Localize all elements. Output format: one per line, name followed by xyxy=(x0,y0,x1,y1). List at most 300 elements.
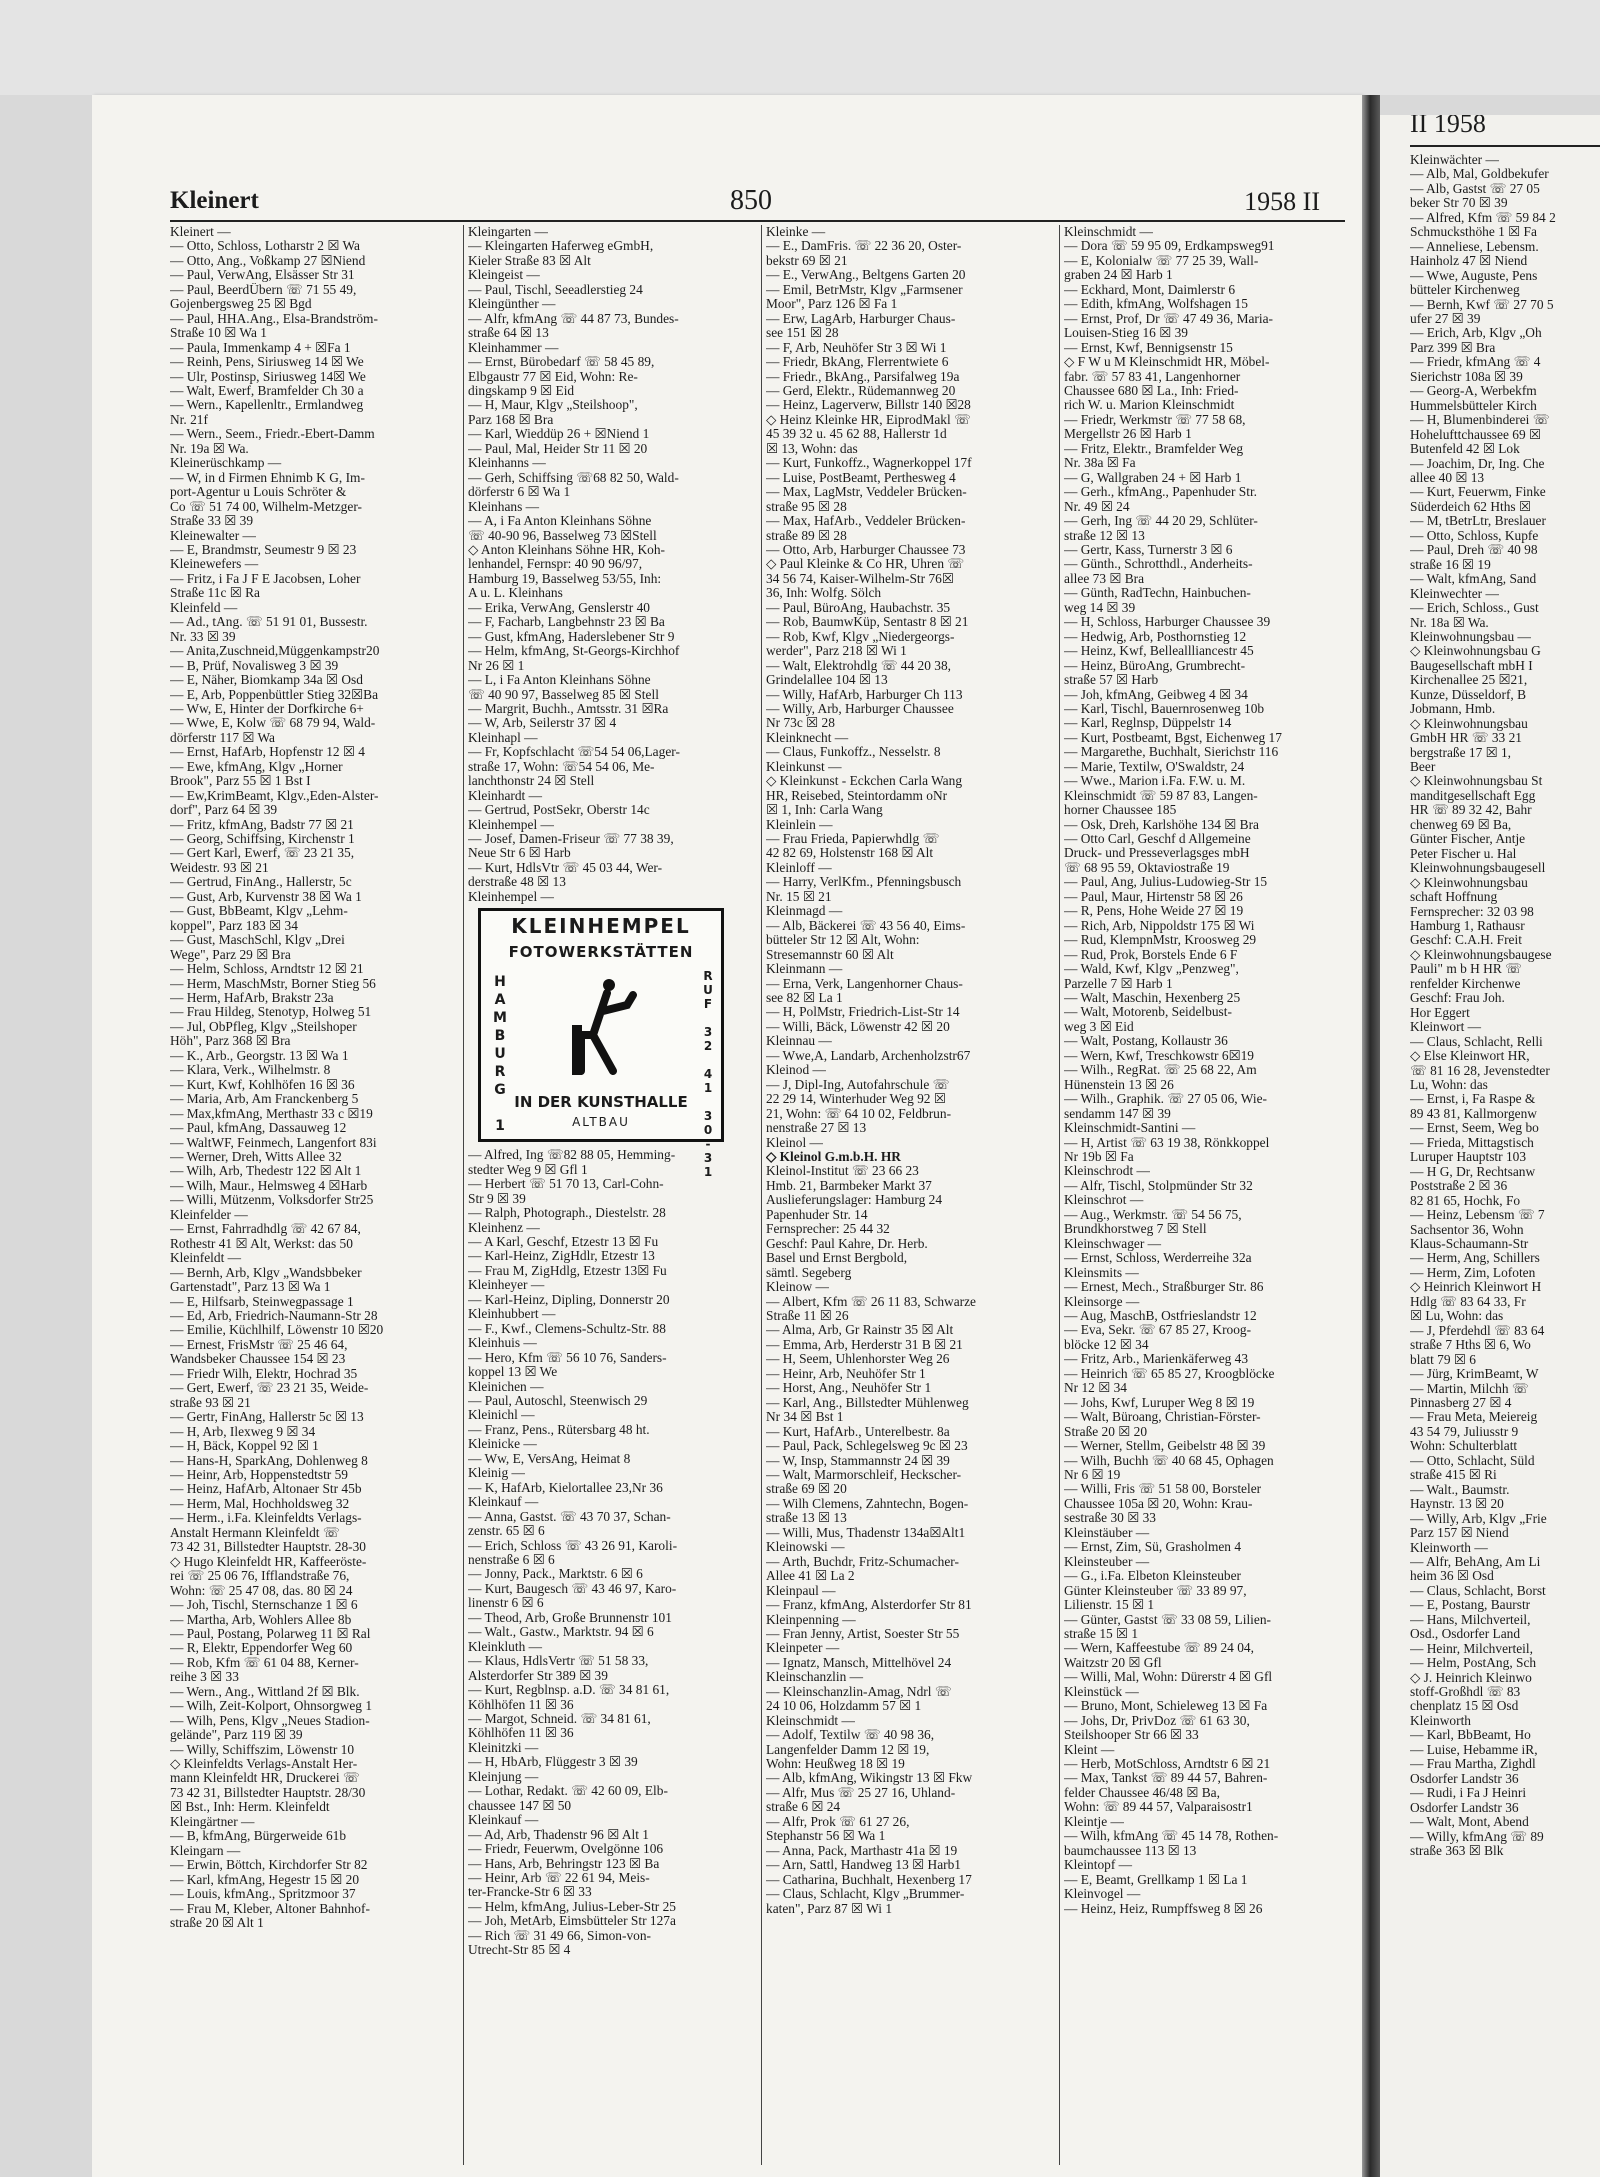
directory-entry: — E, Arb, Poppenbüttler Stieg 32☒Ba xyxy=(170,687,379,702)
directory-entry: — Alb, Bäckerei ☏ 43 56 40, Eims- xyxy=(766,918,966,933)
directory-entry: ter-Francke-Str 6 ☒ 33 xyxy=(468,1885,592,1900)
directory-entry: Poststraße 2 ☒ 36 xyxy=(1410,1179,1508,1194)
surname-heading: Kleingarn — xyxy=(170,1843,241,1858)
directory-entry: — Werner, Stellm, Geibelstr 48 ☒ 39 xyxy=(1064,1439,1266,1454)
directory-entry: — E, Hilfsarb, Steinwegpassage 1 xyxy=(170,1294,354,1309)
directory-entry: — Margot, Schneid. ☏ 34 81 61, xyxy=(468,1711,651,1726)
directory-entry: — H, Maur, Klgv „Steilshoop", xyxy=(468,398,638,413)
directory-entry: — Otto, Ang., Voßkamp 27 ☒Niend xyxy=(170,253,366,268)
directory-entry: derstraße 48 ☒ 13 xyxy=(468,875,566,890)
directory-entry: Kirchenallee 25 ☒21, xyxy=(1410,673,1528,688)
directory-entry: — Fran Jenny, Artist, Soester Str 55 xyxy=(766,1626,960,1641)
directory-entry: — Edith, kfmAng, Wolfshagen 15 xyxy=(1064,297,1248,312)
directory-entry: — Alma, Arb, Gr Rainstr 35 ☒ Alt xyxy=(766,1323,954,1338)
directory-entry: Louisen-Stieg 16 ☒ 39 xyxy=(1064,326,1188,341)
directory-entry: — Hans, Milchverteil, xyxy=(1410,1612,1531,1627)
directory-entry: Nr. 49 ☒ 24 xyxy=(1064,499,1130,514)
directory-entry: ◇ Kleinkunst - Eckchen Carla Wang xyxy=(766,774,963,789)
directory-entry: — Gerh., kfmAng., Papenhuder Str. xyxy=(1064,485,1258,500)
directory-entry: straße 64 ☒ 13 xyxy=(468,326,549,341)
directory-entry: ☏ 40-90 96, Basselweg 73 ☒Stell xyxy=(468,528,657,543)
directory-entry: Hünenstein 13 ☒ 26 xyxy=(1064,1077,1174,1092)
directory-entry: — Friedr, kfmAng ☏ 4 xyxy=(1410,355,1541,370)
directory-entry: — Willi, Mus, Thadenstr 134a☒Alt1 xyxy=(766,1525,966,1540)
directory-entry: — Claus, Schlacht, Klgv „Brummer- xyxy=(766,1887,965,1902)
directory-entry: — Wilh, Maur., Helmsweg 4 ☒Harb xyxy=(170,1178,368,1193)
directory-entry: — Fritz, i Fa J F E Jacobsen, Loher xyxy=(170,571,361,586)
directory-entry: Druck- und Presseverlagsges mbH xyxy=(1064,846,1250,861)
directory-entry: — Josef, Damen-Friseur ☏ 77 38 39, xyxy=(468,832,674,847)
directory-entry: — H, Bäck, Koppel 92 ☒ 1 xyxy=(170,1439,319,1454)
directory-entry: fabr. ☏ 57 83 41, Langenhorner xyxy=(1064,369,1241,384)
directory-entry: ◇ Kleinwohnungsbau G xyxy=(1410,644,1541,659)
directory-entry: — Karl, Wieddüp 26 + ☒Niend 1 xyxy=(468,427,650,442)
directory-entry: straße 95 ☒ 28 xyxy=(766,499,847,514)
directory-entry: — E, Näher, Biomkamp 34a ☒ Osd xyxy=(170,673,363,688)
directory-entry: — Herm, Zim, Lofoten xyxy=(1410,1265,1536,1280)
surname-heading: Kleinowski — xyxy=(766,1540,845,1555)
directory-entry: HR ☏ 89 32 42, Bahr xyxy=(1410,803,1532,818)
directory-entry: — Margrit, Buchh., Amtsstr. 31 ☒Ra xyxy=(468,701,669,716)
directory-entry: — Willi, Fris ☏ 51 58 00, Borsteler xyxy=(1064,1482,1262,1497)
directory-entry: — Paul, Dreh ☏ 40 98 xyxy=(1410,543,1538,558)
surname-heading: Kleinhanns — xyxy=(468,456,546,471)
directory-entry: Jobmann, Hmb. xyxy=(1410,702,1496,717)
directory-entry: — Kleingarten Haferweg eGmbH, xyxy=(468,239,654,254)
running-head-year-right: II 1958 xyxy=(1410,115,1486,138)
surname-heading: Kleinewalter — xyxy=(170,528,256,543)
directory-entry: — Gertrud, PostSekr, Oberstr 14c xyxy=(468,803,650,818)
directory-entry: — Frau M, ZigHdlg, Etzestr 13☒ Fu xyxy=(468,1263,667,1278)
directory-entry: ☏ 81 16 28, Jevenstedter xyxy=(1410,1063,1550,1078)
directory-entry: — Ww, E, VersAng, Heimat 8 xyxy=(468,1451,631,1466)
directory-entry: Beer xyxy=(1410,760,1436,775)
surname-heading: Kleinstück — xyxy=(1064,1684,1139,1699)
directory-entry: — Herm, Mal, Hochholdsweg 32 xyxy=(170,1496,350,1511)
directory-column-3 xyxy=(766,225,1052,2165)
surname-heading: Kleinvogel — xyxy=(1064,1887,1141,1902)
scan-background xyxy=(0,0,1600,95)
directory-entry: lenhandel, Fernspr: 40 90 96/97, xyxy=(468,557,643,572)
directory-entry: katen", Parz 87 ☒ Wi 1 xyxy=(766,1901,893,1916)
directory-entry: ◇ Kleinwohnungsbau St xyxy=(1410,774,1543,789)
directory-entry: chenplatz 15 ☒ Osd xyxy=(1410,1699,1519,1714)
directory-entry: blöcke 12 ☒ 34 xyxy=(1064,1337,1149,1352)
directory-entry: ◇ F W u M Kleinschmidt HR, Möbel- xyxy=(1064,355,1270,370)
directory-entry: reihe 3 ☒ 33 xyxy=(170,1670,239,1685)
directory-entry: Straße 10 ☒ Wa 1 xyxy=(170,326,267,341)
directory-entry: — Max, Tankst ☏ 89 44 57, Bahren- xyxy=(1064,1771,1268,1786)
surname-heading: Kleinschmidt-Santini — xyxy=(1064,1121,1196,1136)
directory-entry: Moor", Parz 126 ☒ Fa 1 xyxy=(766,297,898,312)
directory-entry: Wohn: ☏ 89 44 57, Valparaisostr1 xyxy=(1064,1800,1253,1815)
directory-entry: sendamm 147 ☒ 39 xyxy=(1064,1106,1171,1121)
directory-entry: — Gert Karl, Ewerf, ☏ 23 21 35, xyxy=(170,846,355,861)
directory-entry: — Ernest, Mech., Straßburger Str. 86 xyxy=(1064,1280,1264,1295)
directory-entry: — Alfred, Kfm ☏ 59 84 2 xyxy=(1410,210,1556,225)
surname-heading: Kleinichl — xyxy=(468,1408,535,1423)
directory-entry: Hummelsbütteler Kirch xyxy=(1410,398,1537,413)
directory-entry: HR, Reisebed, Steintordamm oNr xyxy=(766,788,948,803)
directory-entry: ◇ Paul Kleinke & Co HR, Uhren ☏ xyxy=(766,557,965,572)
directory-entry: — Paul, Ang, Julius-Ludowieg-Str 15 xyxy=(1064,875,1268,890)
directory-entry: 34 56 74, Kaiser-Wilhelm-Str 76☒ xyxy=(766,571,954,586)
directory-entry: ☒ 1, Inh: Carla Wang xyxy=(766,803,883,818)
directory-entry: — Claus, Funkoffz., Nesselstr. 8 xyxy=(766,745,941,760)
directory-entry: lanchthonstr 24 ☒ Stell xyxy=(468,774,595,789)
directory-entry: — Walt, Postang, Kollaustr 36 xyxy=(1064,1034,1228,1049)
directory-entry: Butenfeld 42 ☒ Lok xyxy=(1410,442,1520,457)
directory-entry: — Arth, Buchdr, Fritz-Schumacher- xyxy=(766,1554,959,1569)
directory-entry: — Karl, Ang., Billstedter Mühlenweg xyxy=(766,1395,969,1410)
directory-entry: — Willi, Bäck, Löwenstr 42 ☒ 20 xyxy=(766,1019,950,1034)
directory-entry: — G, Wallgraben 24 + ☒ Harb 1 xyxy=(1064,470,1242,485)
directory-entry: bütteler Kirchenweg xyxy=(1410,283,1520,298)
directory-entry: — Rud, Prok, Borstels Ende 6 F xyxy=(1064,947,1238,962)
directory-entry: — Rob, BaumwKüp, Sentastr 8 ☒ 21 xyxy=(766,615,969,630)
surname-heading: Kleinhempel — xyxy=(468,889,554,904)
directory-entry: straße 69 ☒ 20 xyxy=(766,1482,847,1497)
directory-entry: Köhlhöfen 11 ☒ 36 xyxy=(468,1697,574,1712)
directory-entry: — E., VerwAng., Beltgens Garten 20 xyxy=(766,268,966,283)
directory-entry: — Wilh, Arb, Thedestr 122 ☒ Alt 1 xyxy=(170,1164,362,1179)
directory-entry: Nr 26 ☒ 1 xyxy=(468,658,525,673)
directory-entry: 73 42 31, Billstedter Hauptstr. 28-30 xyxy=(170,1540,367,1555)
surname-heading: Kleinfeld — xyxy=(170,600,238,615)
directory-entry: — Karl, Reglnsp, Düppelstr 14 xyxy=(1064,716,1232,731)
surname-heading: Kleintopf — xyxy=(1064,1858,1133,1873)
directory-entry: straße 17, Wohn: ☏54 54 06, Me- xyxy=(468,759,655,774)
directory-entry: ◇ Kleinol G.m.b.H. HR xyxy=(766,1150,901,1164)
surname-heading: Kleinkauf — xyxy=(468,1813,539,1828)
directory-entry: — E, Brandmstr, Seumestr 9 ☒ 23 xyxy=(170,542,357,557)
directory-entry: — H, HbArb, Flüggestr 3 ☒ 39 xyxy=(468,1755,638,1770)
directory-entry: — Walt, Maschin, Hexenberg 25 xyxy=(1064,991,1241,1006)
surname-heading: Kleinlein — xyxy=(766,817,833,832)
directory-entry: — Friedr, BkAng, Flerrentwiete 6 xyxy=(766,355,949,370)
directory-entry: — Adolf, Textilw ☏ 40 98 36, xyxy=(766,1728,935,1743)
directory-entry: — Willi, Mal, Wohn: Dürerstr 4 ☒ Gfl xyxy=(1064,1670,1273,1685)
directory-entry: Osdorfer Landstr 36 xyxy=(1410,1771,1519,1786)
directory-entry: stoff-Großhdl ☏ 83 xyxy=(1410,1685,1521,1700)
directory-entry: ◇ Kleinwohnungsbau xyxy=(1410,716,1528,731)
header-rule xyxy=(170,220,1345,222)
directory-entry: Nr. 33 ☒ 39 xyxy=(170,629,236,644)
directory-entry: — Joachim, Dr, Ing. Che xyxy=(1410,456,1545,471)
page-number: 850 xyxy=(730,185,772,216)
directory-entry: — Klara, Verk., Wilhelmstr. 8 xyxy=(170,1063,331,1078)
directory-entry: — Otto, Arb, Harburger Chaussee 73 xyxy=(766,542,966,557)
directory-entry: 36, Inh: Wolfg. Sölch xyxy=(766,586,882,601)
directory-entry: ◇ Hugo Kleinfeldt HR, Kaffeeröste- xyxy=(170,1554,367,1569)
directory-entry: bütteler Str 12 ☒ Alt, Wohn: xyxy=(766,933,920,948)
directory-entry: — Kurt, Kwf, Kohlhöfen 16 ☒ 36 xyxy=(170,1077,355,1092)
directory-entry: — Gust, Arb, Kurvenstr 38 ☒ Wa 1 xyxy=(170,889,362,904)
ad-logo-icon xyxy=(553,975,649,1085)
directory-entry: — Otto Carl, Geschf d Allgemeine xyxy=(1064,832,1251,847)
directory-entry: — Rich ☏ 31 49 66, Simon-von- xyxy=(468,1928,652,1943)
directory-entry: rich W. u. Marion Kleinschmidt xyxy=(1064,398,1235,413)
directory-entry: — Max, HafArb., Veddeler Brücken- xyxy=(766,514,966,529)
directory-entry: — Frau Martha, Zighdl xyxy=(1410,1757,1536,1772)
directory-entry: Parz 157 ☒ Niend xyxy=(1410,1526,1509,1541)
directory-entry: Parz 399 ☒ Bra xyxy=(1410,340,1496,355)
directory-entry: — Eva, Sekr. ☏ 67 85 27, Kroog- xyxy=(1064,1323,1252,1338)
directory-entry: allee 40 ☒ 13 xyxy=(1410,470,1485,485)
directory-entry: — Luise, Hebamme iR, xyxy=(1410,1742,1538,1757)
directory-entry: — Willy, kfmAng ☏ 89 xyxy=(1410,1829,1544,1844)
running-head-name: Kleinert xyxy=(170,187,259,214)
directory-entry: — Ernest, FrisMstr ☏ 25 46 64, xyxy=(170,1337,348,1352)
directory-entry: ☒ Bst., Inh: Herm. Kleinfeldt xyxy=(170,1800,330,1815)
directory-entry: — Heinz, BüroAng, Grumbrecht- xyxy=(1064,658,1246,673)
directory-entry: Papenhuder Str. 14 xyxy=(766,1207,868,1222)
directory-entry: Pinnasberg 27 ☒ 4 xyxy=(1410,1395,1512,1410)
directory-entry: — Willi, Mützenm, Volksdorfer Str25 xyxy=(170,1193,374,1208)
directory-entry: 73 42 31, Billstedter Hauptstr. 28/30 xyxy=(170,1785,366,1800)
surname-heading: Kleinmann — xyxy=(766,962,843,977)
directory-entry: — Emil, BetrMstr, Klgv „Farmsener xyxy=(766,282,963,297)
directory-entry: — Gust, kfmAng, Haderslebener Str 9 xyxy=(468,629,675,644)
directory-entry: — Fritz, Arb., Marienkäferweg 43 xyxy=(1064,1352,1249,1367)
directory-entry: — Ulr, Postinsp, Siriusweg 14☒ We xyxy=(170,369,366,384)
surname-heading: Kleinkluth — xyxy=(468,1639,543,1654)
directory-entry: — Walt, Motorenb, Seidelbust- xyxy=(1064,1005,1232,1020)
directory-entry: — Franz, Pens., Rütersbarg 48 ht. xyxy=(468,1422,650,1437)
directory-entry: Allee 41 ☒ La 2 xyxy=(766,1569,855,1584)
directory-entry: — Alfr, Tischl, Stolpmünder Str 32 xyxy=(1064,1178,1253,1193)
directory-column-2 xyxy=(468,225,754,2165)
directory-entry: — Max, LagMstr, Veddeler Brücken- xyxy=(766,485,967,500)
directory-entry: — Ernst, Schloss, Werderreihe 32a xyxy=(1064,1251,1252,1266)
directory-entry: — Karl, kfmAng, Hegestr 15 ☒ 20 xyxy=(170,1872,360,1887)
directory-entry: ◇ Heinz Kleinke HR, EiprodMakl ☏ xyxy=(766,412,971,427)
surname-heading: Kleinert — xyxy=(170,225,231,239)
directory-entry: — Osk, Dreh, Karlshöhe 134 ☒ Bra xyxy=(1064,817,1259,832)
directory-entry: — J, Pferdehdl ☏ 83 64 xyxy=(1410,1323,1545,1338)
directory-entry: — Paul, HHA.Ang., Elsa-Brandström- xyxy=(170,311,378,326)
directory-entry: — Hans, Arb, Behringstr 123 ☒ Ba xyxy=(468,1856,660,1871)
directory-entry: Günter Fischer, Antje xyxy=(1410,832,1526,847)
directory-entry: manditgesellschaft Egg xyxy=(1410,788,1536,803)
directory-entry: — Friedr Wilh, Elektr, Hochrad 35 xyxy=(170,1366,358,1381)
directory-entry: Stresemannstr 60 ☒ Alt xyxy=(766,947,894,962)
surname-heading: Kleingeist — xyxy=(468,268,540,283)
directory-columns xyxy=(170,225,1350,2165)
directory-entry: — Willy, Schiffszim, Löwenstr 10 xyxy=(170,1742,355,1757)
directory-entry: Weidestr. 93 ☒ 21 xyxy=(170,860,269,875)
directory-entry: — Martin, Milchh ☏ xyxy=(1410,1381,1529,1396)
directory-entry: dingskamp 9 ☒ Eid xyxy=(468,383,575,398)
directory-entry: ☒ 13, Wohn: das xyxy=(766,441,858,456)
surname-heading: Kleingarten — xyxy=(468,225,548,239)
directory-entry: rei ☏ 25 06 76, Ifflandstraße 76, xyxy=(170,1569,350,1584)
directory-entry: — Heinr, Arb, Hoppenstedtstr 59 xyxy=(170,1467,348,1482)
surname-heading: Kleintje — xyxy=(1064,1814,1124,1829)
directory-entry: — F, Facharb, Langbehnstr 23 ☒ Ba xyxy=(468,615,665,630)
directory-entry: — Werner, Dreh, Witts Allee 32 xyxy=(170,1150,342,1164)
directory-entry: Wohn: Schulterblatt xyxy=(1410,1439,1518,1454)
surname-heading: Kleinhubbert — xyxy=(468,1307,556,1322)
directory-entry: heim 36 ☒ Osd xyxy=(1410,1569,1494,1584)
directory-entry: Straße 11 ☒ 26 xyxy=(766,1308,849,1323)
directory-column-4 xyxy=(1064,225,1350,2165)
directory-entry: — Wwe,A, Landarb, Archenholzstr67 xyxy=(766,1048,971,1063)
directory-entry: — Gertr, FinAng, Hallerstr 5c ☒ 13 xyxy=(170,1410,364,1425)
surname-heading: Kleinpeter — xyxy=(766,1641,840,1656)
surname-heading: Kleinerüschkamp — xyxy=(170,456,282,471)
directory-entry: Alsterdorfer Str 389 ☒ 39 xyxy=(468,1668,608,1683)
directory-entry: Wohn: Heußweg 18 ☒ 19 xyxy=(766,1757,905,1772)
directory-entry: — Ed, Arb, Friedrich-Naumann-Str 28 xyxy=(170,1308,378,1323)
directory-entry: — Günth., Schrotthdl., Anderheits- xyxy=(1064,557,1253,572)
directory-entry: — F., Kwf., Clemens-Schultz-Str. 88 xyxy=(468,1321,666,1336)
directory-entry: — Frau M, Kleber, Altoner Bahnhof- xyxy=(170,1901,370,1916)
surname-heading: Kleinwechter — xyxy=(1410,586,1499,601)
directory-entry: Nr 12 ☒ 34 xyxy=(1064,1381,1127,1396)
directory-entry: 43 54 79, Juliusstr 9 xyxy=(1410,1424,1519,1439)
directory-entry: — Walt, kfmAng, Sand xyxy=(1410,572,1537,587)
directory-entry: — Anna, Gastst. ☏ 43 70 37, Schan- xyxy=(468,1509,671,1524)
directory-entry: — Alfr, Mus ☏ 25 27 16, Uhland- xyxy=(766,1785,956,1800)
directory-entry: Sierichstr 108a ☒ 39 xyxy=(1410,369,1523,384)
directory-entry: port-Agentur u Louis Schröter & xyxy=(170,485,347,500)
ad-phone: R U F 3 2 4 1 3 0 - 3 1 xyxy=(703,969,713,1180)
directory-entry: — Walt, Büroang, Christian-Förster- xyxy=(1064,1410,1261,1425)
directory-entry: — Friedr., BkAng., Parsifalweg 19a xyxy=(766,369,960,384)
directory-entry: — Jul, ObPfleg, Klgv „Steilshoper xyxy=(170,1019,357,1034)
directory-entry: — Theod, Arb, Große Brunnenstr 101 xyxy=(468,1610,672,1625)
directory-entry: — Walt, Ewerf, Bramfelder Ch 30 a xyxy=(170,383,364,398)
directory-entry: — Martha, Arb, Wohlers Allee 8b xyxy=(170,1612,352,1627)
directory-entry: — Ernst, HafArb, Hopfenstr 12 ☒ 4 xyxy=(170,745,365,760)
directory-entry: Lilienstr. 15 ☒ 1 xyxy=(1064,1598,1155,1613)
directory-entry: — Ernst, Zim, Sü, Grasholmen 4 xyxy=(1064,1540,1242,1555)
directory-entry: — Gust, BbBeamt, Klgv „Lehm- xyxy=(170,904,348,919)
directory-entry: — Wilh, kfmAng ☏ 45 14 78, Rothen- xyxy=(1064,1829,1279,1844)
directory-entry: — Friedr, Feuerwm, Ovelgönne 106 xyxy=(468,1842,664,1857)
surname-heading: Kleinpaul — xyxy=(766,1583,836,1598)
directory-entry: Lu, Wohn: das xyxy=(1410,1078,1488,1092)
directory-entry: — Emma, Arb, Herderstr 31 B ☒ 21 xyxy=(766,1337,963,1352)
directory-entry: Köhlhöfen 11 ☒ 36 xyxy=(468,1726,574,1741)
directory-entry: — Walt, Elektrohdlg ☏ 44 20 38, xyxy=(766,658,952,673)
surname-heading: Kleinke — xyxy=(766,225,826,239)
directory-entry: Geschf: Frau Joh. xyxy=(1410,991,1505,1006)
directory-entry: — Heinz, Kwf, Belleallliancestr 45 xyxy=(1064,644,1254,659)
directory-entry: Steilshooper Str 66 ☒ 33 xyxy=(1064,1728,1199,1743)
directory-entry: — Herbert ☏ 51 70 13, Carl-Cohn- xyxy=(468,1177,664,1192)
directory-entry: straße 93 ☒ 21 xyxy=(170,1395,251,1410)
directory-entry: — W, Insp, Stammannstr 24 ☒ 39 xyxy=(766,1453,950,1468)
directory-entry: ☏ 40 90 97, Basselweg 85 ☒ Stell xyxy=(468,687,659,702)
directory-entry: — Jonny, Pack., Marktstr. 6 ☒ 6 xyxy=(468,1567,643,1582)
directory-entry: — Bernh, Arb, Klgv „Wandsbbeker xyxy=(170,1265,362,1280)
surname-heading: Kleinhempel — xyxy=(468,817,554,832)
directory-entry: — H, Arb, Ilexweg 9 ☒ 34 xyxy=(170,1424,316,1439)
surname-heading: Kleinsmits — xyxy=(1064,1265,1139,1280)
surname-heading: Kleinfelder — xyxy=(170,1207,248,1222)
directory-entry: Kunze, Düsseldorf, B xyxy=(1410,687,1527,702)
directory-entry: koppel", Parz 183 ☒ 34 xyxy=(170,918,298,933)
directory-entry: bergstraße 17 ☒ 1, xyxy=(1410,745,1512,760)
directory-entry: — Walt, Mont, Abend xyxy=(1410,1815,1529,1830)
directory-entry: Hainholz 47 ☒ Niend xyxy=(1410,254,1528,269)
ad-footer-sub: ALTBAU xyxy=(572,1115,630,1130)
directory-entry: Geschf: Paul Kahre, Dr. Herb. xyxy=(766,1236,928,1251)
directory-entry: — Alb, Mal, Goldbekufer xyxy=(1410,167,1549,182)
directory-entry: Waitzstr 20 ☒ Gfl xyxy=(1064,1655,1162,1670)
directory-entry: — Erich, Arb, Klgv „Oh xyxy=(1410,326,1542,341)
directory-entry: — Frieda, Mittagstisch xyxy=(1410,1135,1534,1150)
directory-entry: — Ernst, Bürobedarf ☏ 58 45 89, xyxy=(468,355,655,370)
directory-entry: Osd., Osdorfer Land xyxy=(1410,1627,1521,1642)
surname-heading: Kleinnau — xyxy=(766,1034,832,1049)
directory-entry: Osdorfer Landstr 36 xyxy=(1410,1800,1519,1815)
directory-entry: baumchaussee 113 ☒ 13 xyxy=(1064,1843,1197,1858)
directory-entry: — Albert, Kfm ☏ 26 11 83, Schwarze xyxy=(766,1294,976,1309)
directory-entry: straße 89 ☒ 28 xyxy=(766,528,847,543)
directory-entry: — K., Arb., Georgstr. 13 ☒ Wa 1 xyxy=(170,1048,349,1063)
directory-entry: — Wern, Kaffeestube ☏ 89 24 04, xyxy=(1064,1641,1254,1656)
directory-entry: — H, Artist ☏ 63 19 38, Rönkkoppel xyxy=(1064,1135,1270,1150)
directory-entry: — A Karl, Geschf, Etzestr 13 ☒ Fu xyxy=(468,1235,659,1250)
directory-entry: Stephanstr 56 ☒ Wa 1 xyxy=(766,1829,886,1844)
directory-entry: — L, i Fa Anton Kleinhans Söhne xyxy=(468,673,651,688)
surname-heading: Kleinworth — xyxy=(1410,1540,1488,1555)
directory-entry: Schmucksthöhe 1 ☒ Fa xyxy=(1410,225,1537,240)
running-head-year: 1958 II xyxy=(1244,187,1320,216)
directory-entry: Wege", Parz 29 ☒ Bra xyxy=(170,947,291,962)
directory-entry: — Erich, Schloss ☏ 43 26 91, Karoli- xyxy=(468,1538,678,1553)
directory-entry: straße 363 ☒ Blk xyxy=(1410,1844,1504,1859)
directory-entry: — Paula, Immenkamp 4 + ☒Fa 1 xyxy=(170,340,351,355)
directory-entry: — Erwin, Böttch, Kirchdorfer Str 82 xyxy=(170,1858,368,1873)
directory-entry: — Frau Hildeg, Stenotyp, Holweg 51 xyxy=(170,1005,372,1020)
directory-entry: — Wern., Seem., Friedr.-Ebert-Damm xyxy=(170,427,375,442)
directory-entry: straße 7 Hths ☒ 6, Wo xyxy=(1410,1338,1531,1353)
directory-entry: — Erich, Schloss., Gust xyxy=(1410,601,1539,616)
directory-entry: — Wwe, E, Kolw ☏ 68 79 94, Wald- xyxy=(170,716,376,731)
surname-heading: Kleinwort — xyxy=(1410,1020,1482,1035)
directory-entry: straße 6 ☒ 24 xyxy=(766,1800,841,1815)
directory-entry: — Klaus, HdlsVertr ☏ 51 58 33, xyxy=(468,1654,649,1669)
surname-heading: Kleinmagd — xyxy=(766,904,843,919)
directory-entry: Mergellstr 26 ☒ Harb 1 xyxy=(1064,427,1192,442)
directory-entry: Hohelufttchaussee 69 ☒ xyxy=(1410,427,1541,442)
directory-entry: — Wald, Kwf, Klgv „Penzweg", xyxy=(1064,962,1239,977)
directory-entry: — Alfred, Ing ☏82 88 05, Hemming- xyxy=(468,1148,676,1163)
directory-entry: — Heinr, Milchverteil, xyxy=(1410,1641,1533,1656)
directory-entry: — Gust, MaschSchl, Klgv „Drei xyxy=(170,933,345,948)
directory-entry: Chaussee 680 ☒ La., Inh: Fried- xyxy=(1064,383,1239,398)
directory-entry: — Heinr, Arb ☏ 22 61 94, Meis- xyxy=(468,1870,650,1885)
directory-entry: felder Chaussee 46/48 ☒ Ba, xyxy=(1064,1785,1220,1800)
directory-entry: — Hero, Kfm ☏ 56 10 76, Sanders- xyxy=(468,1350,667,1365)
directory-entry: Co ☏ 51 74 00, Wilhelm-Metzger- xyxy=(170,499,362,514)
surname-heading: Kleinheyer — xyxy=(468,1278,545,1293)
directory-entry: — M, tBetrLtr, Breslauer xyxy=(1410,514,1546,529)
directory-entry: — K, HafArb, Kielortallee 23,Nr 36 xyxy=(468,1480,663,1495)
directory-entry: — Anna, Pack, Marthastr 41a ☒ 19 xyxy=(766,1843,958,1858)
surname-heading: Kleinkunst — xyxy=(766,759,842,774)
directory-entry: — Herm, MaschMstr, Borner Stieg 56 xyxy=(170,976,376,991)
ad-subtitle: FOTOWERKSTÄTTEN xyxy=(508,943,694,962)
directory-entry: — Maria, Arb, Am Franckenberg 5 xyxy=(170,1092,359,1107)
surname-heading: Kleinow — xyxy=(766,1280,829,1295)
directory-entry: Hdlg ☏ 83 64 33, Fr xyxy=(1410,1294,1526,1309)
directory-entry: — Otto, Schlacht, Süld xyxy=(1410,1453,1535,1468)
